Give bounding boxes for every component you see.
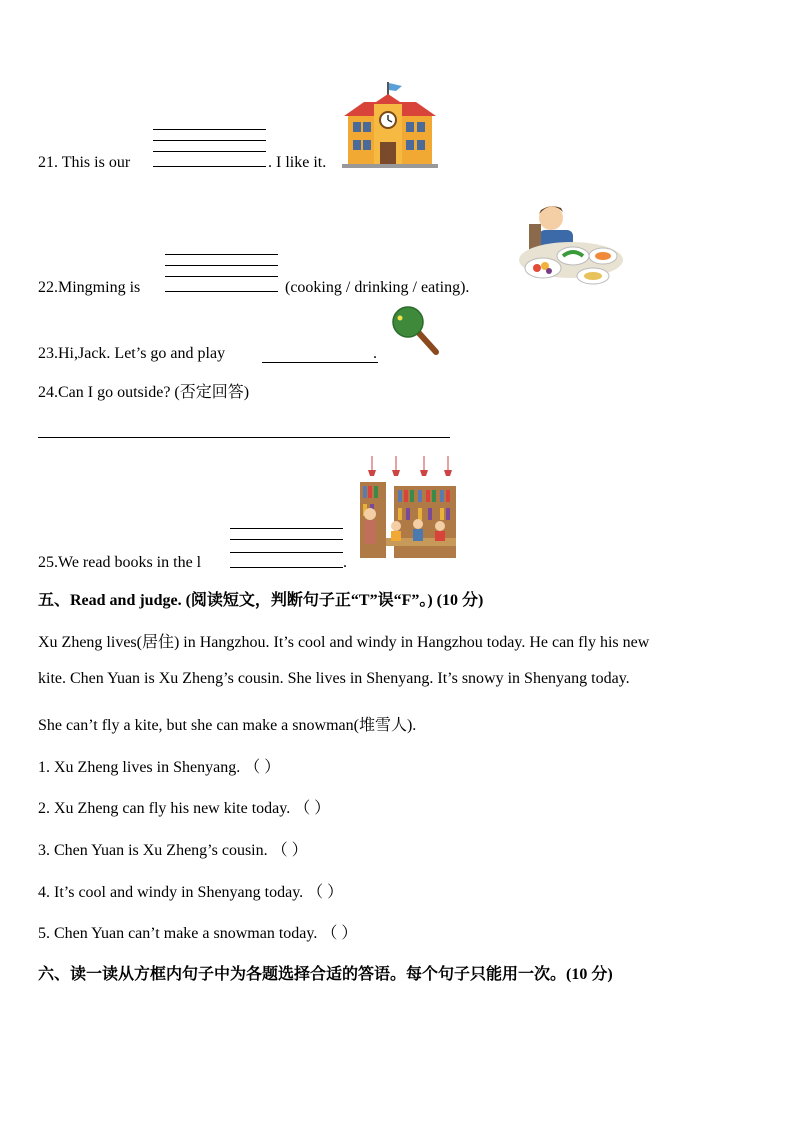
passage-line: Xu Zheng lives(居住) in Hangzhou. It’s cool and windy in Hangzhou today. He can fly his new — [38, 634, 650, 651]
answer-bracket[interactable]: （ ） — [271, 842, 308, 859]
judge-item: 3. Chen Yuan is Xu Zheng’s cousin. （ ） — [38, 842, 308, 859]
writing-line — [165, 276, 278, 277]
writing-line — [230, 552, 343, 553]
q22-label: 22.Mingming is — [38, 279, 141, 296]
answer-line[interactable] — [230, 567, 343, 568]
q22-options: (cooking / drinking / eating). — [285, 279, 470, 296]
library-icon — [356, 456, 460, 560]
answer-line[interactable] — [38, 437, 450, 438]
answer-bracket[interactable]: （ ） — [294, 800, 331, 817]
writing-line — [230, 528, 343, 529]
writing-line — [153, 151, 266, 152]
answer-bracket[interactable]: （ ） — [321, 925, 358, 942]
answer-line[interactable] — [262, 362, 378, 363]
q25-label: 25.We read books in the l — [38, 554, 202, 571]
ping-pong-paddle-icon — [390, 306, 440, 356]
school-icon — [340, 80, 440, 170]
judge-item: 1. Xu Zheng lives in Shenyang. （ ） — [38, 759, 281, 776]
q24-label: 24.Can I go outside? (否定回答) — [38, 384, 250, 401]
q21-label: 21. This is our — [38, 154, 131, 171]
answer-line[interactable] — [165, 291, 278, 292]
q21-tail: . I like it. — [268, 154, 327, 171]
section-6-title: 六、读一读从方框内句子中为各题选择合适的答语。每个句子只能用一次。(10 分) — [38, 966, 613, 983]
writing-line — [165, 254, 278, 255]
answer-line[interactable] — [153, 166, 266, 167]
q25-tail: . — [343, 554, 347, 571]
passage-line: kite. Chen Yuan is Xu Zheng’s cousin. She lives in Shenyang. It’s snowy in Shenyang today. — [38, 670, 630, 687]
answer-bracket[interactable]: （ ） — [244, 759, 281, 776]
judge-item: 4. It’s cool and windy in Shenyang today. （ ） — [38, 884, 344, 901]
writing-line — [230, 539, 343, 540]
q23-label: 23.Hi,Jack. Let’s go and play — [38, 345, 226, 362]
writing-line — [153, 140, 266, 141]
answer-bracket[interactable]: （ ） — [307, 884, 344, 901]
writing-line — [153, 129, 266, 130]
boy-eating-icon — [515, 198, 623, 290]
q23-tail: . — [373, 345, 377, 362]
section-5-title: 五、Read and judge. (阅读短文，判断句子正“T”误“F”。) (10 分) — [38, 592, 484, 609]
judge-item: 2. Xu Zheng can fly his new kite today. （ ） — [38, 800, 331, 817]
passage-line: She can’t fly a kite, but she can make a snowman(堆雪人). — [38, 717, 417, 734]
writing-line — [165, 265, 278, 266]
judge-item: 5. Chen Yuan can’t make a snowman today. （ ） — [38, 925, 358, 942]
